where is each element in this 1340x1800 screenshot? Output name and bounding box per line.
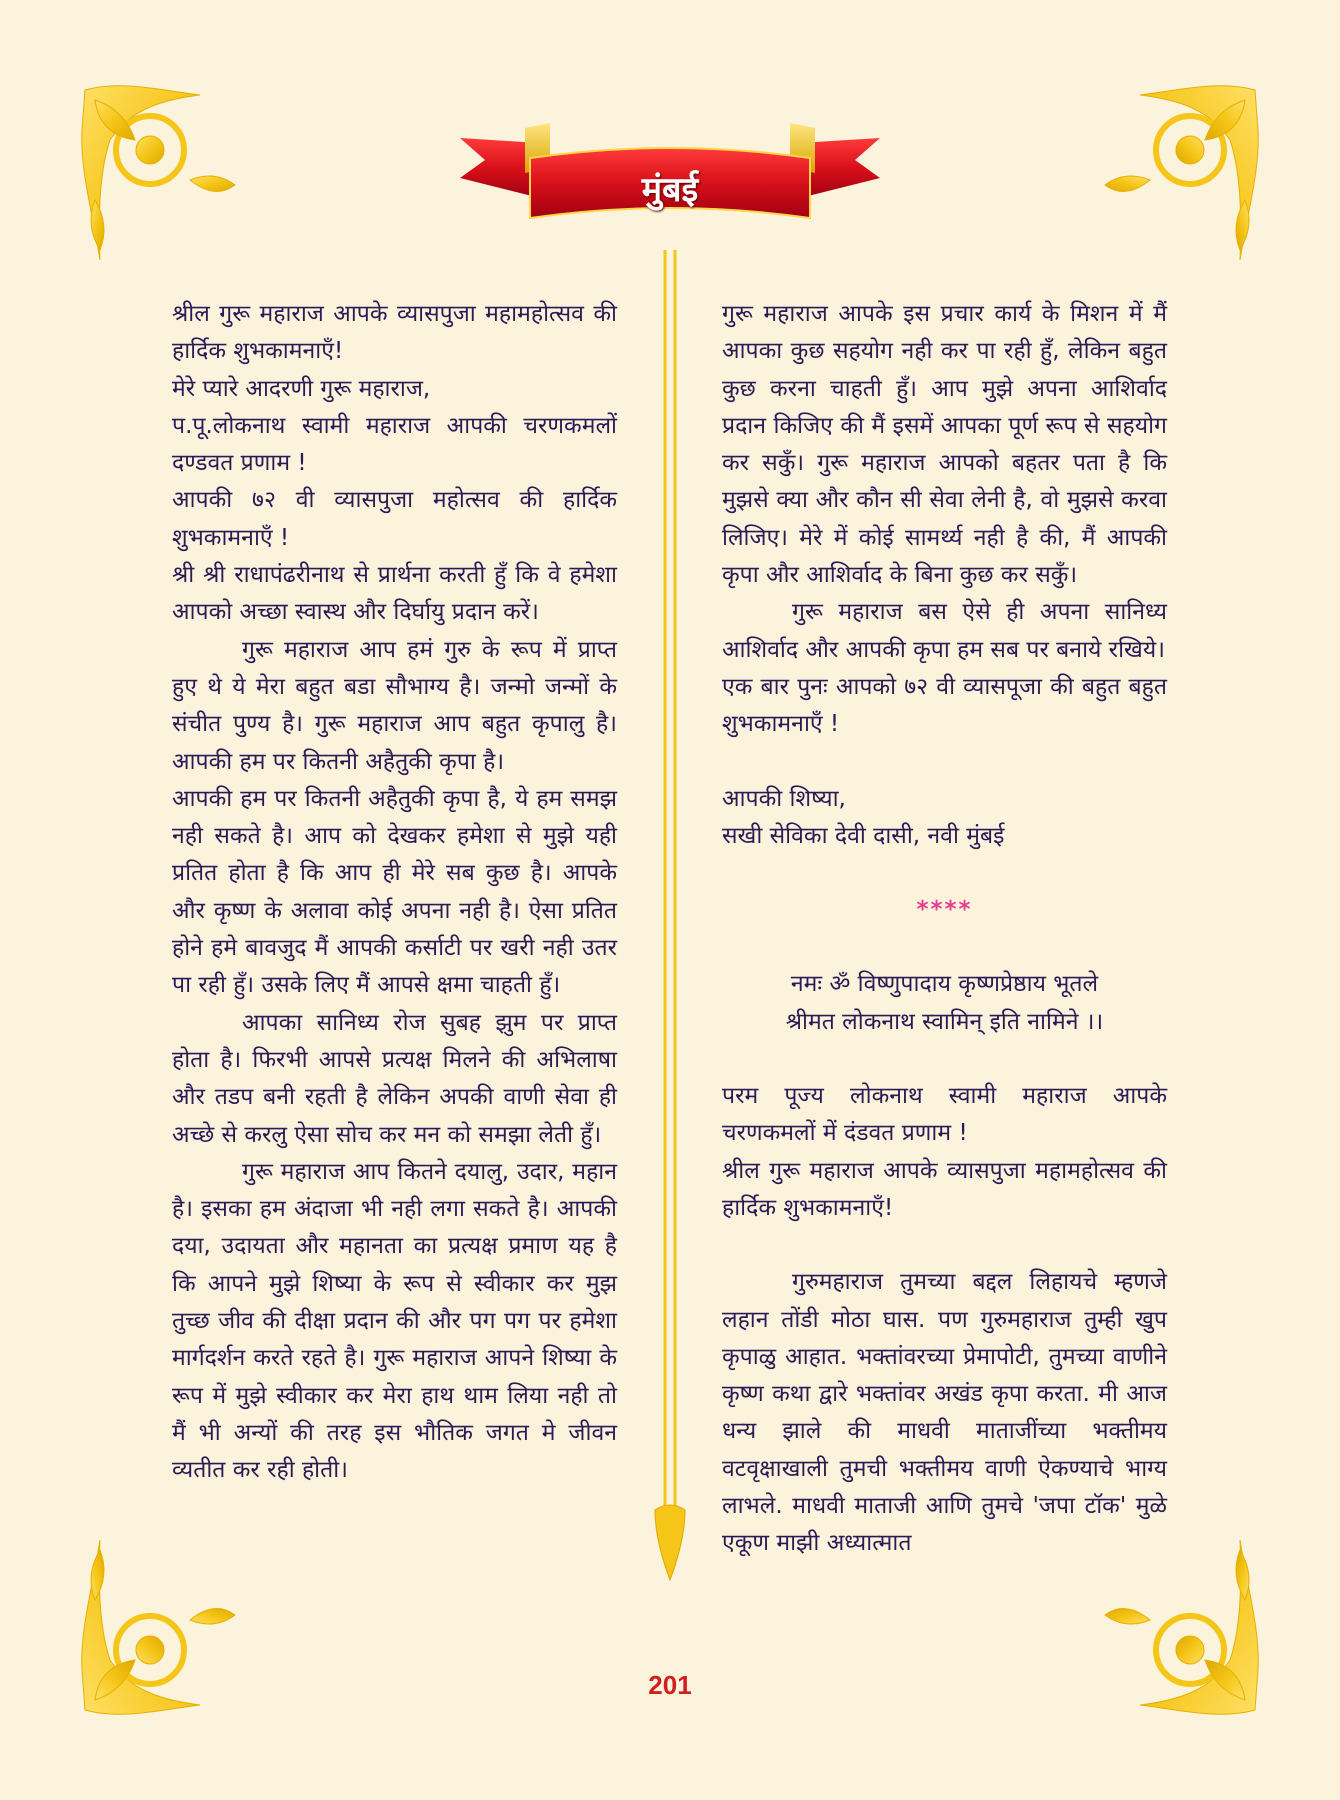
corner-ornament-bottom-right (1105, 1540, 1258, 1714)
greeting-line: श्रील गुरू महाराज आपके व्यासपुजा महामहोत्सव की हार्दिक शुभकामनाएँ! (172, 301, 617, 365)
signature-line: आपकी शिष्या, (722, 785, 846, 812)
corner-ornament-top-right (1105, 86, 1258, 260)
paragraph: गुरू महाराज आपके इस प्रचार कार्य के मिशन में मैं आपका कुछ सहयोग नही कर पा रही हुँ, लेकिन बहुत कुछ करना चाहती हुँ। आप मुझे अपना आशिर्वाद प्रदान किजिए की मैं इसमें आपका पूर्ण रूप से सहयोग कर सकुँ। गुरू महाराज आपको बहतर पता है कि मुझसे क्या और कौन सी सेवा लेनी है, वो मुझसे करवा लिजिए। मेरे में कोई सामर्थ्य नही है की, मैं आपकी कृपा और आशिर्वाद के बिना कुछ कर सकुँ। (722, 301, 1167, 589)
paragraph: गुरू महाराज आप कितने दयालु, उदार, महान है। इसका हम अंदाजा भी नही लगा सकते है। आपकी दया, उदायता और महानता का प्रत्यक्ष प्रमाण यह है कि आपने मुझे शिष्या के रूप से स्वीकार कर मुझ तुच्छ जीव की दीक्षा प्रदान की और पग पग पर हमेशा मार्गदर्शन करते रहते है। गुरू महाराज आपने शिष्या के रूप में मुझे स्वीकार कर मेरा हाथ थाम लिया नही तो मैं भी अन्यों की तरह इस भौतिक जगत मे जीवन व्यतीत कर रही होती। (172, 1158, 617, 1484)
corner-ornament-top-left (82, 86, 235, 260)
salutation-line: मेरे प्यारे आदरणी गुरू महाराज, (172, 375, 431, 402)
corner-ornament-bottom-left (82, 1540, 235, 1714)
paragraph: गुरुमहाराज तुमच्या बद्दल लिहायचे म्हणजे लहान तोंडी मोठा घास. पण गुरुमहाराज तुम्ही खुप कृपाळु आहात. भक्तांवरच्या प्रेमापोटी, तुमच्या वाणीने कृष्ण कथा द्वारे भक्तांवर अखंड कृपा करता. मी आज धन्य झाले की माधवी माताजींच्या भक्तीमय वटवृक्षाखाली तुमची भक्तीमय वाणी ऐकण्याचे भाग्य लाभले. माधवी माताजी आणि तुमचे 'जपा टॉक' मुळे एकूण माझी अध्यात्मात (722, 1269, 1167, 1557)
paragraph: गुरू महाराज आप हमं गुरु के रूप में प्राप्त हुए थे ये मेरा बहुत बडा सौभाग्य है। जन्मो जन्मों के संचीत पुण्य है। गुरू महाराज आप बहुत कृपालु है। आपकी हम पर कितनी अहैतुकी कृपा है। (172, 636, 617, 775)
paragraph: आपका सानिध्य रोज सुबह झुम पर प्राप्त होता है। फिरभी आपसे प्रत्यक्ष मिलने की अभिलाषा और तडप बनी रहती है लेकिन अपकी वाणी सेवा ही अच्छे से करलु ऐसा सोच कर मन को समझा लेती हुँ। (172, 1009, 617, 1148)
mantra-line: नमः ॐ विष्णुपादाय कृष्णप्रेष्ठाय भूतले (790, 971, 1099, 998)
prayer-paragraph: श्री श्री राधापंढरीनाथ से प्रार्थना करती हुँ कि वे हमेशा आपको अच्छा स्वास्थ और दिर्घायु प्रदान करें। (172, 562, 617, 626)
separator-stars: **** (916, 897, 973, 924)
column-divider (640, 250, 700, 1600)
signature-name: सखी सेविका देवी दासी, नवी मुंबई (722, 822, 1005, 849)
mantra-line: श्रीमत लोकनाथ स्वामिन् इति नामिने ।। (785, 1008, 1104, 1035)
paragraph: श्रील गुरू महाराज आपके व्यासपुजा महामहोत्सव की हार्दिक शुभकामनाएँ! (722, 1157, 1167, 1221)
obeisance-line: प.पू.लोकनाथ स्वामी महाराज आपकी चरणकमलों दण्डवत प्रणाम ! (172, 412, 617, 477)
paragraph: एक बार पुनः आपको ७२ वी व्यासपूजा की बहुत बहुत शुभकामनाएँ ! (722, 673, 1167, 738)
page-number: 201 (648, 1670, 692, 1700)
wishes-line: आपकी ७२ वी व्यासपुजा महोत्सव की हार्दिक शुभकामनाएँ ! (172, 487, 617, 551)
left-column (172, 296, 617, 1490)
paragraph: गुरू महाराज बस ऐसे ही अपना सानिध्य आशिर्वाद और आपकी कृपा हम सब पर बनाये रखिये। (722, 599, 1167, 663)
page-title: मुंबई (641, 170, 699, 210)
right-column (722, 296, 1167, 1563)
paragraph: परम पूज्य लोकनाथ स्वामी महाराज आपके चरणकमलों में दंडवत प्रणाम ! (722, 1083, 1167, 1147)
paragraph: आपकी हम पर कितनी अहैतुकी कृपा है, ये हम समझ नही सकते है। आप को देखकर हमेशा से मुझे यही प्रतित होता है कि आप ही मेरे सब कुछ है। आपके और कृष्ण के अलावा कोई अपना नही है। ऐसा प्रतित होने हमे बावजुद मैं आपकी कर्साटी पर खरी नही उतर पा रही हुँ। उसके लिए मैं आपसे क्षमा चाहती हुँ। (172, 785, 617, 999)
